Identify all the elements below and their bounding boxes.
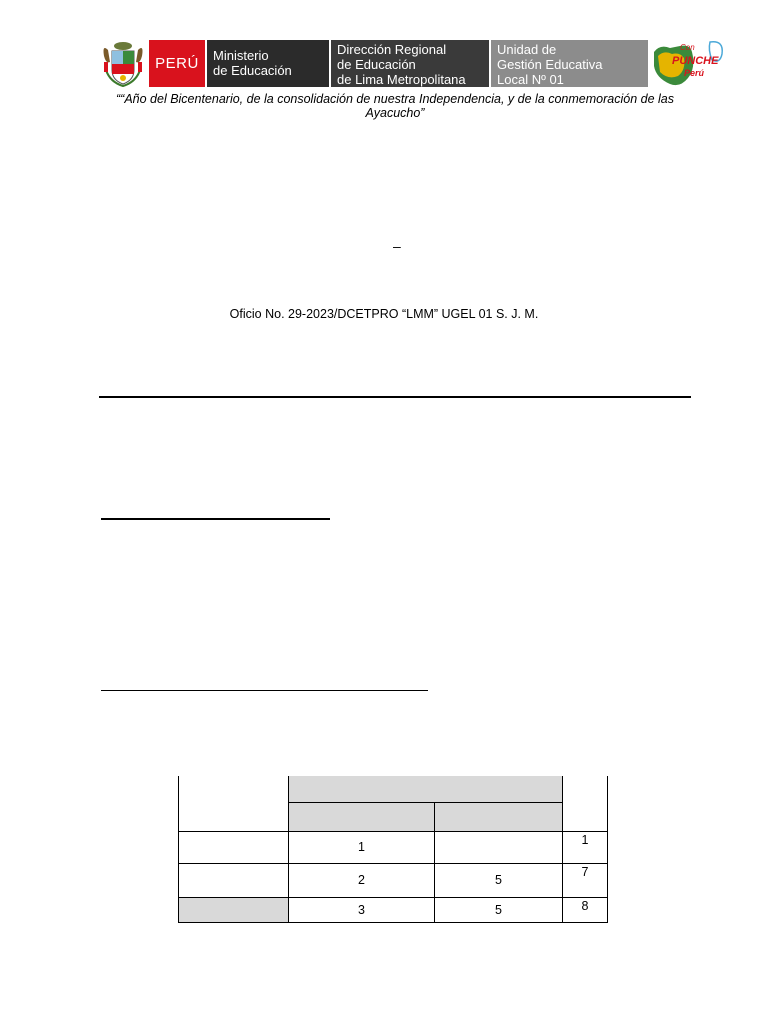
summary-table: [178, 776, 608, 923]
ugel-line-1: Unidad de: [497, 42, 557, 57]
table-header-group: [289, 776, 563, 802]
table-cell: 7: [563, 863, 608, 897]
table-cell: [435, 831, 563, 863]
regional-line-1: Dirección Regional: [337, 42, 447, 57]
table-header-cell-1: [179, 776, 289, 831]
motto-line-1: ““Año del Bicentenario, de la consolidación de nuestra Independencia, y de la conmemoración de las: [116, 92, 674, 106]
logo-text-punche: PUNCHE: [672, 55, 719, 67]
peru-logo: [149, 40, 205, 87]
ministry-block: [207, 40, 329, 87]
oficio-number: Oficio No. 29-2023/DCETPRO “LMM” UGEL 01 S. J. M.: [229, 307, 539, 321]
table-row: [179, 897, 608, 922]
ugel-line-3: Local Nº 01: [497, 72, 564, 87]
table-subheader-2: [435, 802, 563, 831]
con-punche-peru-logo: [650, 38, 726, 90]
logo-text-con: Con: [680, 43, 695, 52]
table-cell: [179, 831, 289, 863]
table-header-cell-total: [563, 776, 608, 831]
ministry-line-2: de Educación: [213, 63, 292, 78]
year-motto: [100, 92, 690, 120]
underline-medium: [101, 690, 428, 691]
logo-text-peru: Perú: [684, 68, 705, 78]
table-cell: 1: [563, 831, 608, 863]
ugel-line-2: Gestión Educativa: [497, 57, 603, 72]
divider-line: [99, 396, 691, 398]
regional-block: [331, 40, 489, 87]
underline-short: [101, 518, 330, 520]
table-row: [179, 831, 608, 863]
ugel-block: [491, 40, 648, 87]
regional-line-2: de Educación: [337, 57, 416, 72]
table-cell: [179, 897, 289, 922]
peru-coat-of-arms-icon: [100, 40, 146, 88]
table-cell: 8: [563, 897, 608, 922]
ministry-line-1: Ministerio: [213, 48, 269, 63]
peru-label: PERÚ: [155, 55, 199, 72]
table-cell: 5: [435, 897, 563, 922]
regional-line-3: de Lima Metropolitana: [337, 72, 466, 87]
table-cell: 3: [289, 897, 435, 922]
table-cell: 2: [289, 863, 435, 897]
table-cell: 5: [435, 863, 563, 897]
table-cell: 1: [289, 831, 435, 863]
motto-line-2: Ayacucho”: [365, 106, 425, 120]
table-subheader-1: [289, 802, 435, 831]
dash-mark: –: [393, 238, 401, 254]
table-cell: [179, 863, 289, 897]
table-row: [179, 863, 608, 897]
